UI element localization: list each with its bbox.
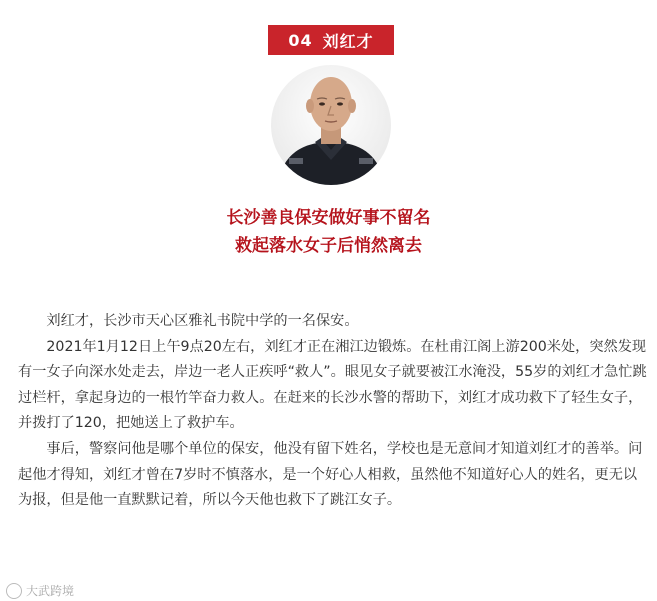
watermark-text: 大武跨境 <box>26 584 75 598</box>
watermark <box>6 582 74 599</box>
portrait-photo <box>271 60 391 190</box>
paragraph: 事后，警察问他是哪个单位的保安，他没有留下姓名，学校也是无意间才知道刘红才的善举。问起他才得知，刘红才曾在7岁时不慎落水，是一个好心人相救，虽然他不知道好心人的姓名，更无以为报，但是他一直默默记着，所以今天他也救下了跳江女子。 <box>18 440 643 509</box>
badge-name: 刘红才 <box>322 31 374 51</box>
article-body <box>18 309 650 514</box>
watermark-icon <box>6 583 22 599</box>
headline-line-1: 长沙善良保安做好事不留名 <box>226 208 431 228</box>
headline <box>0 204 657 260</box>
paragraph: 2021年1月12日上午9点20左右，刘红才正在湘江边锻炼。在杜甫江阁上游200米处，突然发现有一女子向深水处走去，岸边一老人正疾呼“救人”。眼见女子就要被江水淹没，55岁的刘红才急忙跳过栏杆，拿起身边的一根竹竿奋力救人。在赶来的长沙水警的帮助下，刘红才成功救下了轻生女子，并拨打了120，把她送上了救护车。 <box>18 338 647 432</box>
headline-line-2: 救起落水女子后悄然离去 <box>235 236 422 256</box>
badge-number: 04 <box>288 30 313 50</box>
paragraph: 刘红才，长沙市天心区雅礼书院中学的一名保安。 <box>46 313 359 329</box>
section-badge <box>268 25 394 55</box>
